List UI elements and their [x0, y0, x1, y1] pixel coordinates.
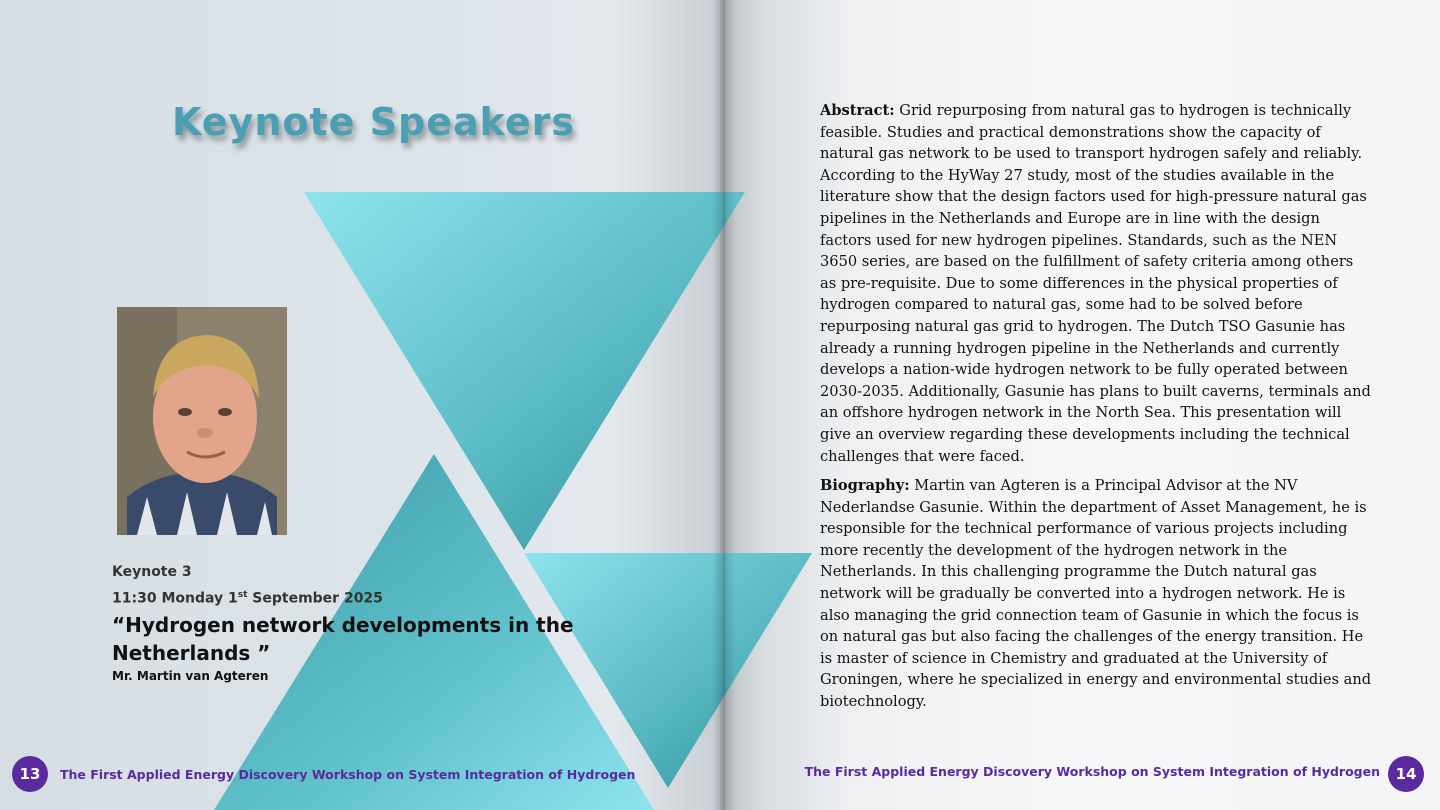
abstract-label: Abstract: — [820, 102, 895, 119]
footer-right: The First Applied Energy Discovery Workshop on System Integration of Hydrogen — [804, 764, 1380, 779]
talk-title: “Hydrogen network developments in the Netherlands ” — [112, 612, 574, 665]
biography-paragraph — [820, 475, 1372, 713]
page-title: Keynote Speakers — [172, 100, 576, 144]
biography-label: Biography: — [820, 477, 910, 495]
keynote-number: Keynote 3 — [112, 564, 192, 580]
abstract-paragraph — [820, 100, 1372, 467]
abstract-text: Grid repurposing from natural gas to hydrogen is technically feasible. Studies and practical demonstrations show the capacity of natural gas network to be used to transport hydrogen safely and reliably. According to the HyWay 27 study, most of the studies available in the literature show that the design factors used for high-pressure natural gas pipelines in the Netherlands and Europe are in line with the design factors used for new hydrogen pipelines. Standards, such as the NEN 3650 series, are based on the fulfillment of safety criteria among others as pre-requisite. Due to some differences in the physical properties of hydrogen compared to natural gas, some had to be solved before repurposing natural gas grid to hydrogen. The Dutch TSO Gasunie has already a running hydrogen pipeline in the Netherlands and currently develops a nation-wide hydrogen network to be fully operated between 2030-2035. Additionally, Gasunie has plans to built caverns, terminals and an offshore hydrogen network in the North Sea. This presentation will give an overview regarding these developments including the technical challenges that were faced. — [820, 102, 1371, 465]
keynote-time-superscript: st — [237, 590, 248, 600]
keynote-time — [112, 590, 632, 607]
speaker-name: Mr. Martin van Agteren — [112, 668, 269, 683]
page-number-right: 14 — [1388, 756, 1424, 792]
speaker-details — [820, 100, 1372, 721]
speaker-portrait-icon — [117, 307, 287, 535]
keynote-time-suffix: September 2025 — [247, 590, 383, 607]
footer-left: The First Applied Energy Discovery Workshop on System Integration of Hydrogen — [60, 767, 636, 782]
page-number-left: 13 — [12, 756, 48, 792]
biography-text: Martin van Agteren is a Principal Advisor at the NV Nederlandse Gasunie. Within the department of Asset Management, he is responsible for the technical performance of various projects including more recently the development of the hydrogen network in the Netherlands. In this challenging programme the Dutch natural gas network will be gradually be converted into a hydrogen network. He is also managing the grid connection team of Gasunie in which the focus is on natural gas but also facing the challenges of the energy transition. He is master of science in Chemistry and graduated at the University of Groningen, where he specialized in energy and environmental studies and biotechnology. — [820, 477, 1372, 711]
triangle-top-inverted — [304, 192, 745, 550]
keynote-info — [112, 564, 632, 683]
keynote-time-prefix: 11:30 Monday 1 — [112, 590, 238, 607]
